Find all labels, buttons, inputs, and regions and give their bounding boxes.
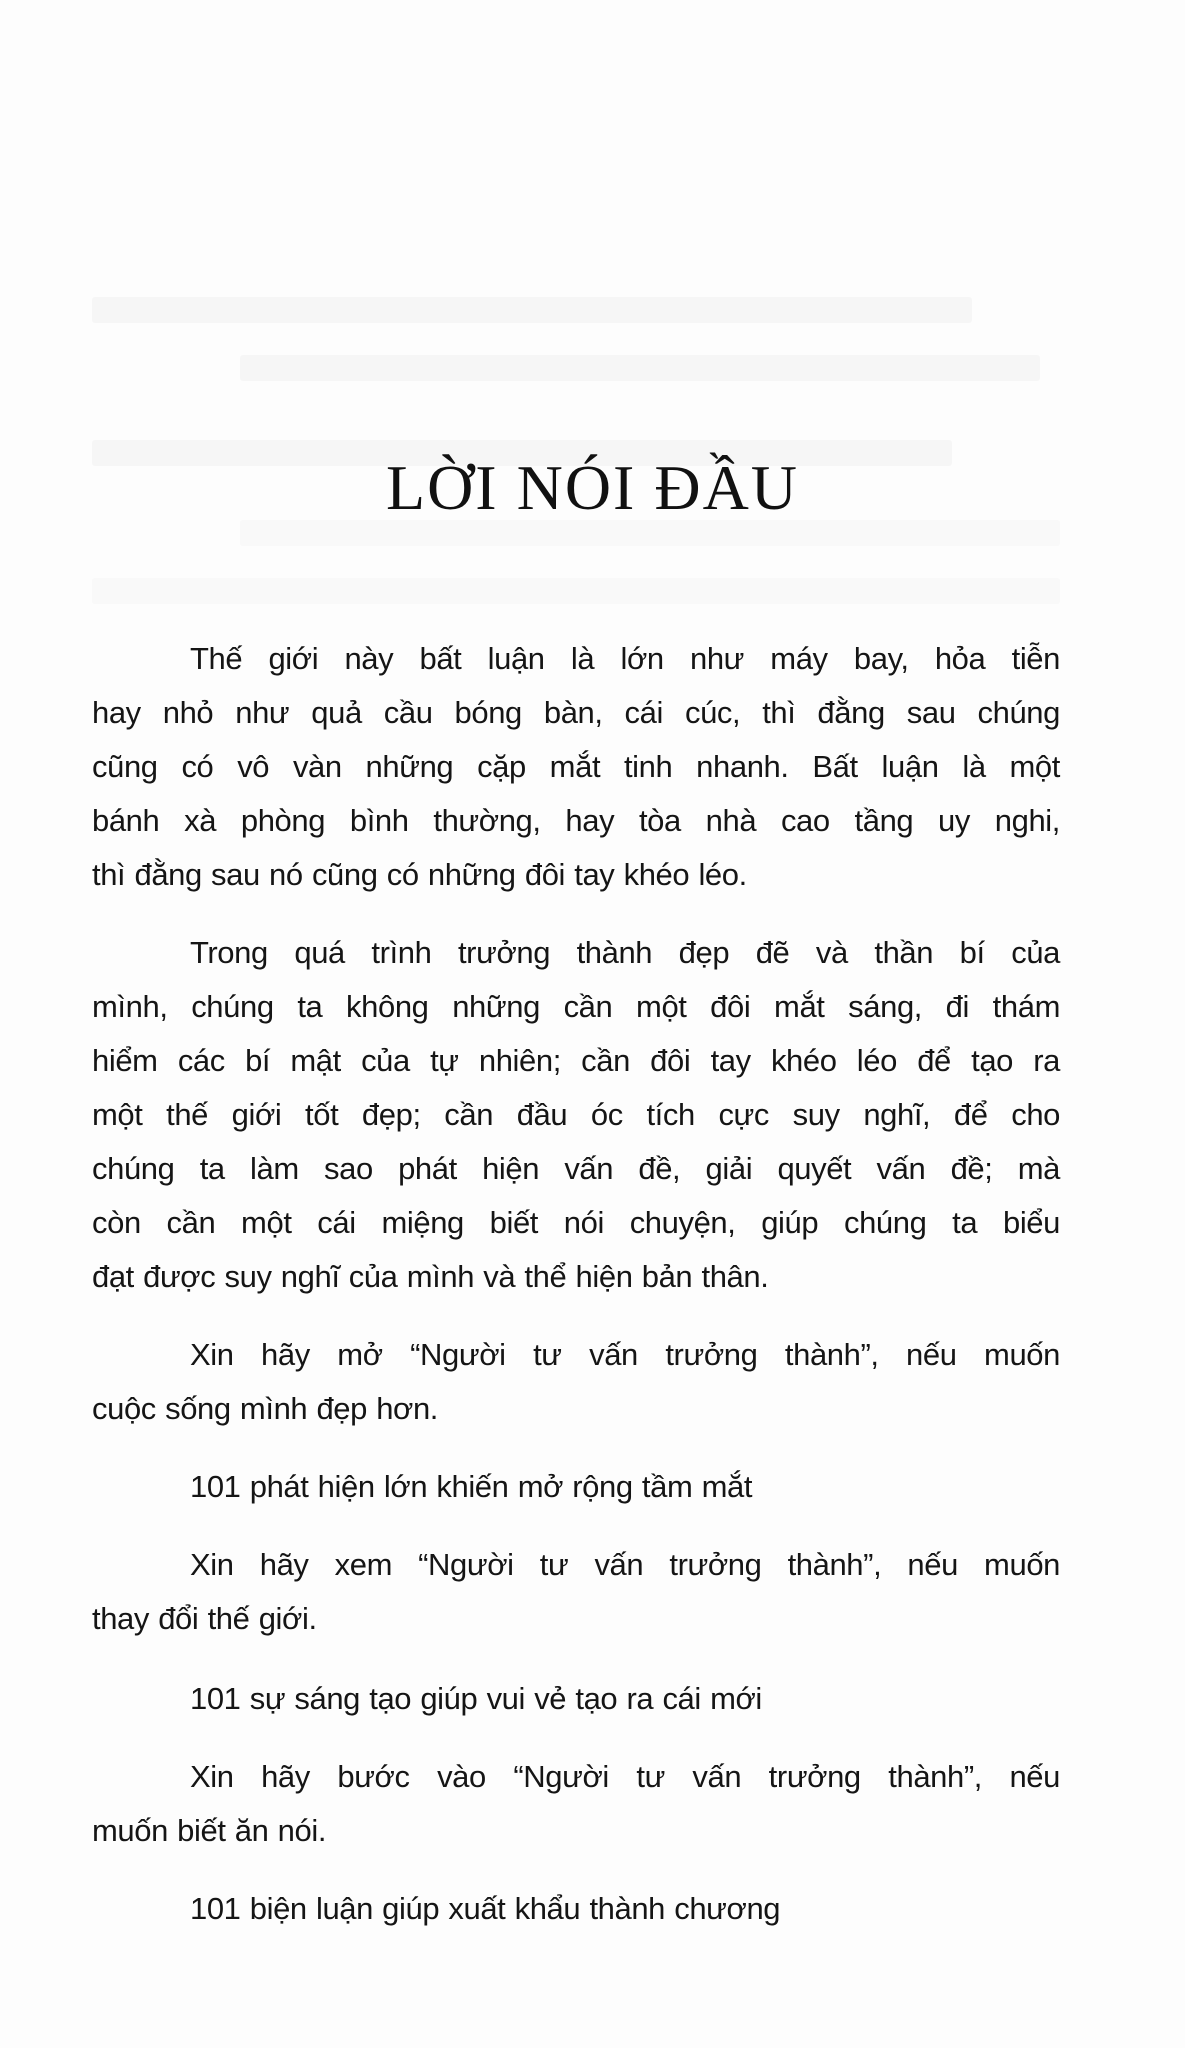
paragraph-4	[92, 1460, 1060, 1514]
paragraph-spacer	[92, 1304, 1060, 1328]
paragraph-spacer	[92, 1646, 1060, 1672]
paragraph-spacer	[92, 1436, 1060, 1460]
paragraph-spacer	[92, 902, 1060, 926]
text-line: chúng ta làm sao phát hiện vấn đề, giải quyết vấn đề; mà	[92, 1151, 1060, 1186]
text-line: thay đổi thế giới.	[92, 1601, 317, 1636]
text-line: cuộc sống mình đẹp hơn.	[92, 1391, 439, 1426]
paragraph-spacer	[92, 1514, 1060, 1538]
text-line: Xin hãy xem “Người tư vấn trưởng thành”, nếu muốn	[190, 1547, 1060, 1582]
bleed-through-mark	[240, 355, 1040, 381]
paragraph-spacer	[92, 1858, 1060, 1882]
paragraph-8	[92, 1882, 1060, 1936]
text-line: Thế giới này bất luận là lớn như máy bay, hỏa tiễn	[190, 641, 1060, 676]
paragraph-7	[92, 1750, 1060, 1858]
text-line: hay nhỏ như quả cầu bóng bàn, cái cúc, thì đằng sau chúng	[92, 695, 1060, 730]
page-title: LỜI NÓI ĐẦU	[385, 452, 800, 523]
paragraph-5	[92, 1538, 1060, 1646]
text-line: thì đằng sau nó cũng có những đôi tay khéo léo.	[92, 857, 747, 892]
text-line: đạt được suy nghĩ của mình và thể hiện bản thân.	[92, 1259, 769, 1294]
text-line: bánh xà phòng bình thường, hay tòa nhà cao tầng uy nghi,	[92, 803, 1060, 838]
paragraph-2	[92, 926, 1060, 1304]
text-line: cũng có vô vàn những cặp mắt tinh nhanh. Bất luận là một	[92, 749, 1060, 784]
text-line: Trong quá trình trưởng thành đẹp đẽ và thần bí của	[190, 935, 1060, 970]
text-line: mình, chúng ta không những cần một đôi mắt sáng, đi thám	[92, 989, 1060, 1024]
bleed-through-mark	[92, 578, 1060, 604]
text-line: 101 biện luận giúp xuất khẩu thành chương	[190, 1891, 781, 1926]
preface-body	[92, 632, 1060, 1936]
text-line: Xin hãy bước vào “Người tư vấn trưởng thành”, nếu	[190, 1759, 1060, 1794]
text-line: Xin hãy mở “Người tư vấn trưởng thành”, nếu muốn	[190, 1337, 1060, 1372]
text-line: còn cần một cái miệng biết nói chuyện, giúp chúng ta biểu	[92, 1205, 1060, 1240]
paragraph-1	[92, 632, 1060, 902]
text-line: 101 phát hiện lớn khiến mở rộng tầm mắt	[190, 1469, 753, 1504]
text-line: hiểm các bí mật của tự nhiên; cần đôi tay khéo léo để tạo ra	[92, 1043, 1060, 1078]
paragraph-3	[92, 1328, 1060, 1436]
bleed-through-mark	[92, 297, 972, 323]
text-line: 101 sự sáng tạo giúp vui vẻ tạo ra cái mới	[190, 1681, 762, 1716]
paragraph-6	[92, 1672, 1060, 1726]
text-line: một thế giới tốt đẹp; cần đầu óc tích cực suy nghĩ, để cho	[92, 1097, 1060, 1132]
paragraph-spacer	[92, 1726, 1060, 1750]
text-line: muốn biết ăn nói.	[92, 1813, 327, 1848]
